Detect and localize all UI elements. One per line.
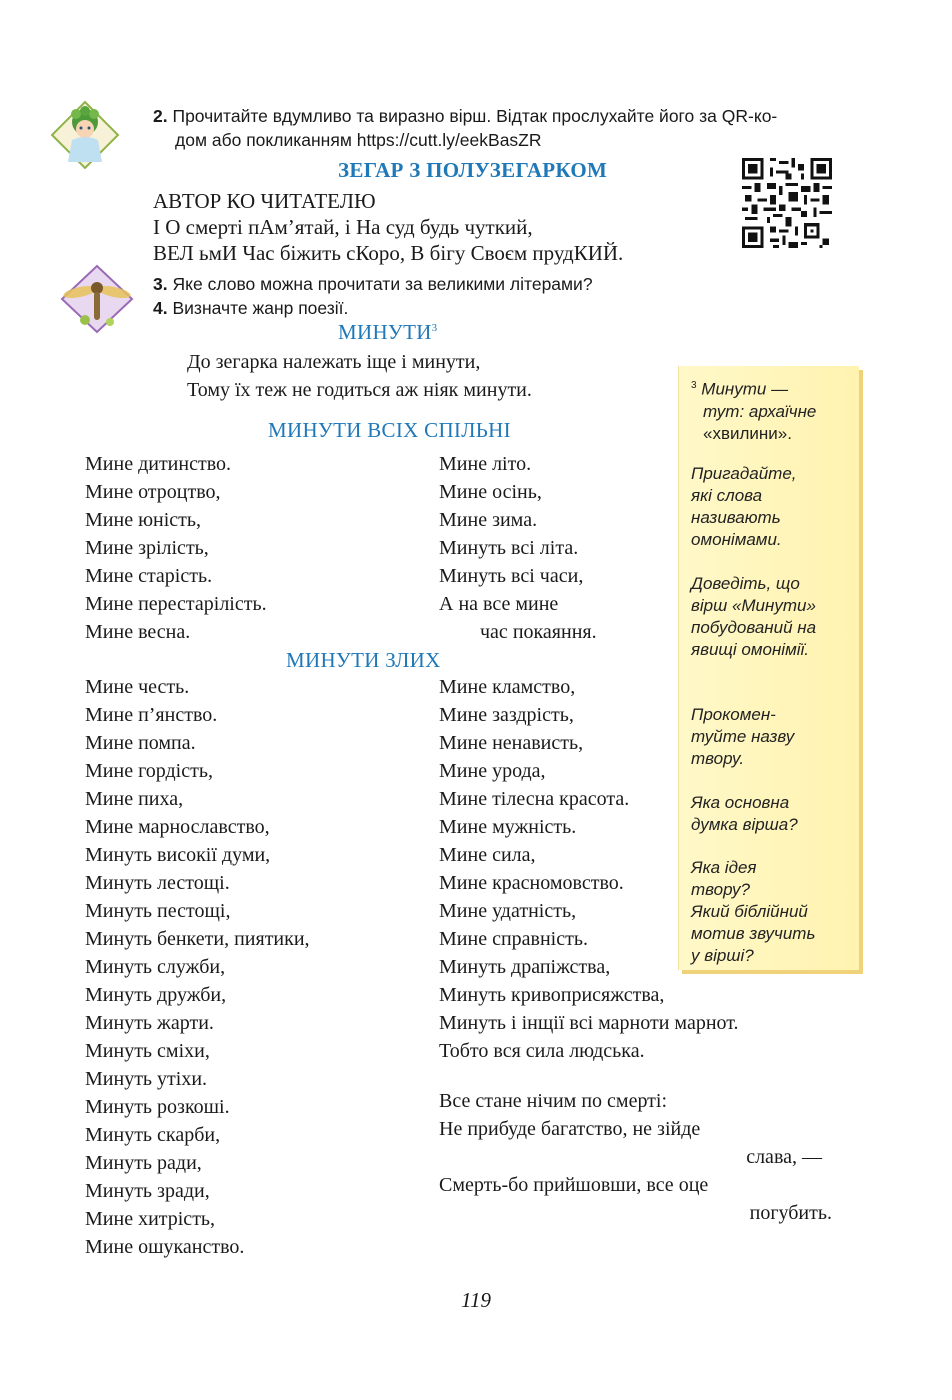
footnote-number: 3	[691, 380, 697, 391]
verse-line: Тобто вся сила людська.	[439, 1040, 645, 1062]
verse-line: Минуть пестощі,	[85, 900, 231, 922]
verse-line: Мине зрілість,	[85, 537, 209, 559]
footnote-line: тут: архаїчне	[703, 401, 817, 421]
verse-line: Мине честь.	[85, 676, 190, 698]
verse-line: Мине красномовство.	[439, 872, 624, 894]
question-main-idea: Яка основна думка вірша?	[691, 793, 798, 834]
task-number: 3.	[153, 274, 168, 294]
verse-line: Мине удатність,	[439, 900, 577, 922]
verse-line: Мине помпа.	[85, 732, 196, 754]
task-text: Визначте жанр поезії.	[172, 298, 349, 318]
verse-line: Мине перестарілість.	[85, 593, 267, 615]
verse-line: Мине кламство,	[439, 676, 576, 698]
verse-line: Мине старість.	[85, 565, 213, 587]
verse-line: Мине гордість,	[85, 760, 213, 782]
verse-line: Мине сила,	[439, 844, 536, 866]
minuty-title	[338, 320, 437, 345]
verse-line: До зегарка належать іще і минути,	[187, 351, 481, 373]
verse-line: Не прибуде багатство, не зійде	[439, 1118, 701, 1140]
verse-line: Мине мужність.	[439, 816, 577, 838]
verse-line: Минуть високії думи,	[85, 844, 271, 866]
question-homonyms: Пригадайте, які слова називають омонімами.	[691, 464, 797, 549]
verse-line: Минуть ради,	[85, 1152, 202, 1174]
task-text: Прочитайте вдумливо та виразно вірш. Відтак прослухайте його за QR-ко-	[172, 106, 778, 126]
verse-line: час покаяння.	[480, 621, 597, 643]
verse-line: Минуть бенкети, пиятики,	[85, 928, 310, 950]
verse-line: Смерть-бо прийшовши, все оце	[439, 1174, 709, 1196]
verse-line: Минуть кривоприсяжства,	[439, 984, 665, 1006]
verse-line: Мине п’янство.	[85, 704, 218, 726]
section1-left	[85, 450, 267, 646]
task-text-cont: дом або покликанням https://cutt.ly/eekBasZR	[175, 130, 542, 150]
question-homonymy: Доведіть, що вірш «Минути» побудований на явищі омонімії.	[691, 574, 817, 659]
task-3	[153, 272, 593, 296]
verse-line: Мине дитинство.	[85, 453, 232, 475]
fairy-girl-icon	[50, 100, 120, 170]
verse-line: погубить.	[749, 1202, 832, 1224]
minuty-title-text: МИНУТИ	[338, 320, 432, 344]
verse-line: Мине отроцтво,	[85, 481, 221, 503]
verse-line: Минуть і інщії всі марноти марнот.	[439, 1012, 739, 1034]
task-2	[153, 104, 843, 152]
sidebar-notes	[678, 366, 859, 970]
poem-title: ЗЕГАР З ПОЛУЗЕГАРКОМ	[338, 158, 608, 182]
section-title: МИНУТИ ЗЛИХ	[286, 648, 441, 672]
task-number: 4.	[153, 298, 168, 318]
verse-line: Минуть всі літа.	[439, 537, 579, 559]
verse-line: Минуть служби,	[85, 956, 226, 978]
dragonfly-icon	[60, 264, 134, 334]
footnote-line: Минути —	[701, 379, 789, 399]
verse-line: Мине ошуканство.	[85, 1236, 245, 1258]
verse-line: Минуть жарти.	[85, 1012, 214, 1034]
section-title: МИНУТИ ВСІХ СПІЛЬНІ	[268, 418, 511, 442]
verse-line: Мине юність,	[85, 509, 202, 531]
question-idea-motif: Яка ідея твору? Який біблійний мотив звучить у вірші?	[691, 858, 816, 965]
task-number: 2.	[153, 106, 168, 126]
verse-line: Минуть розкоші.	[85, 1096, 230, 1118]
verse-line: Мине марнославство,	[85, 816, 270, 838]
verse-line: Минуть утіхи.	[85, 1068, 208, 1090]
verse-line: Мине хитрість,	[85, 1208, 216, 1230]
footnote-line: «хвилини».	[703, 423, 792, 443]
preface	[153, 188, 623, 266]
section1-right	[439, 450, 597, 646]
verse-line: Мине літо.	[439, 453, 532, 475]
page-number: 119	[461, 1288, 491, 1312]
verse-line: Мине зима.	[439, 509, 538, 531]
task-text: Яке слово можна прочитати за великими літерами?	[172, 274, 593, 294]
verse-line: Минуть всі часи,	[439, 565, 584, 587]
poem-ending	[439, 1087, 834, 1227]
minuty-intro	[187, 348, 532, 404]
preface-heading: АВТОР КО ЧИТАТЕЛЮ	[153, 189, 376, 213]
verse-line: Минуть сміхи,	[85, 1040, 210, 1062]
verse-line: Мине заздрість,	[439, 704, 574, 726]
verse-line: Минуть зради,	[85, 1180, 210, 1202]
verse-line: Все стане нічим по смерті:	[439, 1090, 668, 1112]
footnote-mark: 3	[431, 322, 438, 334]
verse-line: Минуть скарби,	[85, 1124, 221, 1146]
preface-line: І О смерті пАм’ятай, і На суд будь чуткий,	[153, 215, 533, 239]
verse-line: Мине осінь,	[439, 481, 542, 503]
qr-code[interactable]	[742, 158, 832, 248]
verse-line: Тому їх теж не годиться аж ніяк минути.	[187, 379, 532, 401]
verse-line: Мине весна.	[85, 621, 191, 643]
footnote	[691, 375, 851, 445]
preface-line: ВЕЛ ьмИ Час біжить сКоро, В бігу Своєм прудКИЙ.	[153, 241, 624, 265]
section2-left	[85, 673, 310, 1261]
verse-line: А на все мине	[439, 593, 559, 615]
verse-line: Мине пиха,	[85, 788, 184, 810]
verse-line: Мине урода,	[439, 760, 546, 782]
verse-line: Мине справність.	[439, 928, 588, 950]
verse-line: Минуть лестощі.	[85, 872, 230, 894]
verse-line: Мине ненависть,	[439, 732, 584, 754]
question-title: Прокомен- туйте назву твору.	[691, 705, 795, 768]
verse-line: слава, —	[746, 1146, 822, 1168]
verse-line: Минуть драпіжства,	[439, 956, 611, 978]
verse-line: Минуть дружби,	[85, 984, 227, 1006]
task-4	[153, 296, 348, 320]
verse-line: Мине тілесна красота.	[439, 788, 630, 810]
